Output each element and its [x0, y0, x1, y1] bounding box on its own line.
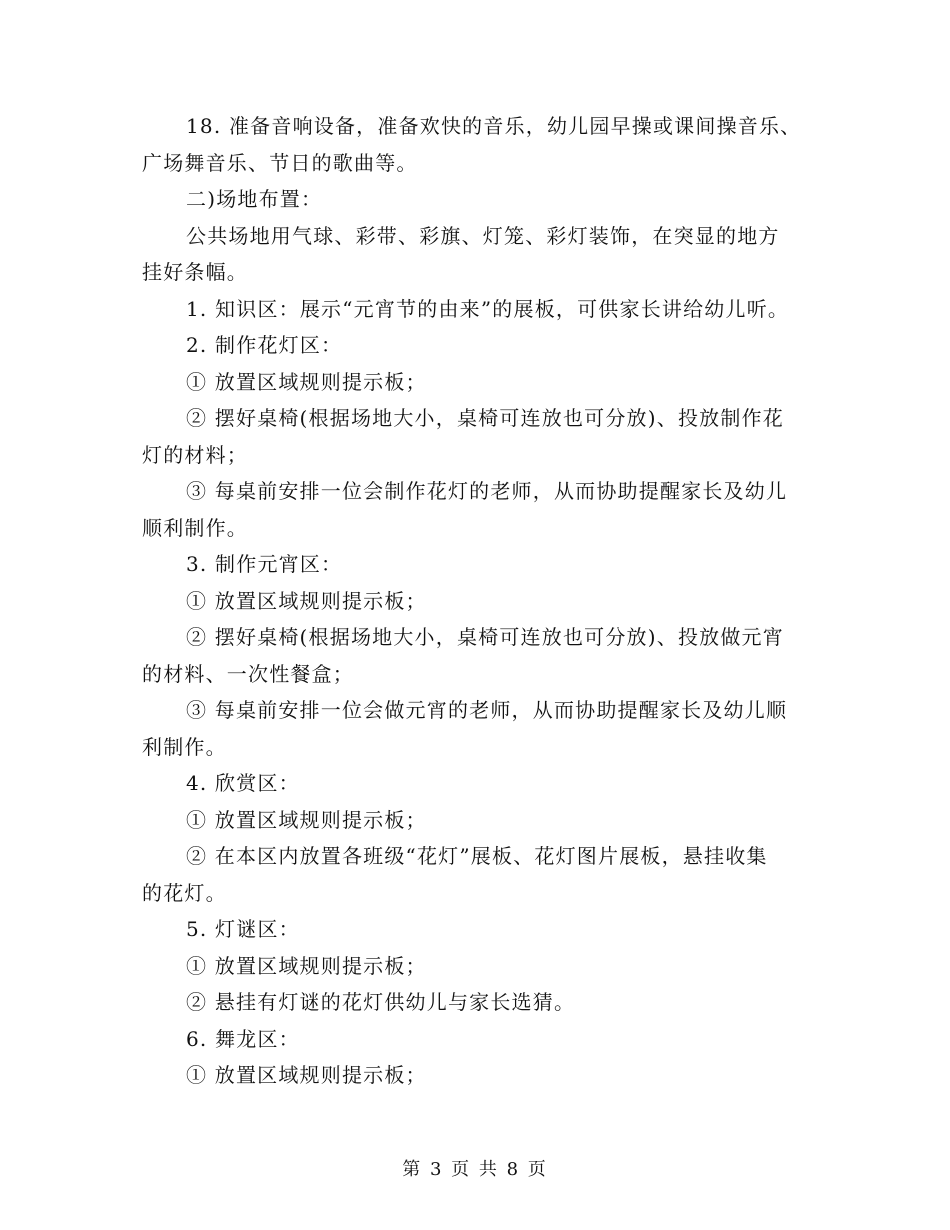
paragraph [142, 802, 822, 839]
paragraph [142, 692, 822, 765]
paragraph [142, 364, 822, 401]
text-line: 2. 制作花灯区： [186, 333, 343, 357]
paragraph [142, 327, 822, 364]
text-line: ② 悬挂有灯谜的花灯供幼儿与家长选猜。 [186, 990, 576, 1014]
text-line: 18. 准备音响设备，准备欢快的音乐，幼儿园早操或课间操音乐、 [186, 114, 802, 138]
text-line: 广场舞音乐、节日的歌曲等。 [142, 150, 418, 175]
paragraph [142, 911, 822, 948]
page-footer: 第 3 页 共 8 页 [402, 1159, 548, 1180]
text-line: 的花灯。 [142, 880, 227, 905]
paragraph [142, 583, 822, 620]
paragraph [142, 1057, 822, 1094]
paragraph [142, 619, 822, 692]
text-line: 1. 知识区：展示“元宵节的由来”的展板，可供家长讲给幼儿听。 [186, 296, 790, 321]
paragraph [142, 546, 822, 583]
paragraph [142, 984, 822, 1021]
text-line: 挂好条幅。 [142, 260, 248, 284]
text-line: 的材料、一次性餐盒； [142, 661, 354, 686]
text-line: ③ 每桌前安排一位会做元宵的老师，从而协助提醒家长及幼儿顺 [186, 698, 788, 722]
paragraph [142, 400, 822, 473]
text-line: 利制作。 [142, 734, 227, 759]
paragraph [142, 473, 822, 546]
text-line: 二)场地布置： [186, 187, 323, 211]
paragraph [142, 181, 822, 218]
text-line: ② 摆好桌椅(根据场地大小，桌椅可连放也可分放)、投放制作花 [186, 406, 784, 430]
text-line: ② 摆好桌椅(根据场地大小，桌椅可连放也可分放)、投放做元宵 [186, 625, 784, 649]
paragraph [142, 218, 822, 291]
paragraph [142, 108, 822, 181]
paragraph [142, 948, 822, 985]
text-line: ① 放置区域规则提示板； [186, 588, 427, 613]
text-line: 5. 灯谜区： [186, 917, 300, 941]
paragraph [142, 1021, 822, 1058]
paragraph [142, 838, 822, 911]
text-line: 6. 舞龙区： [186, 1026, 300, 1051]
text-line: ① 放置区域规则提示板； [186, 807, 427, 832]
text-line: ① 放置区域规则提示板； [186, 369, 427, 394]
paragraph [142, 765, 822, 802]
text-line: ③ 每桌前安排一位会制作花灯的老师，从而协助提醒家长及幼儿 [186, 479, 788, 503]
text-line: 灯的材料； [142, 442, 248, 467]
text-line: 顺利制作。 [142, 515, 248, 540]
text-line: 3. 制作元宵区： [186, 552, 343, 576]
paragraph [142, 291, 822, 328]
text-line: ② 在本区内放置各班级“花灯”展板、花灯图片展板，悬挂收集 [186, 844, 768, 868]
text-line: ① 放置区域规则提示板； [186, 1063, 427, 1087]
text-line: 公共场地用气球、彩带、彩旗、灯笼、彩灯装饰，在突显的地方 [186, 223, 780, 248]
text-line: ① 放置区域规则提示板； [186, 953, 427, 978]
text-line: 4. 欣赏区： [186, 771, 300, 795]
document-body [142, 108, 822, 1094]
